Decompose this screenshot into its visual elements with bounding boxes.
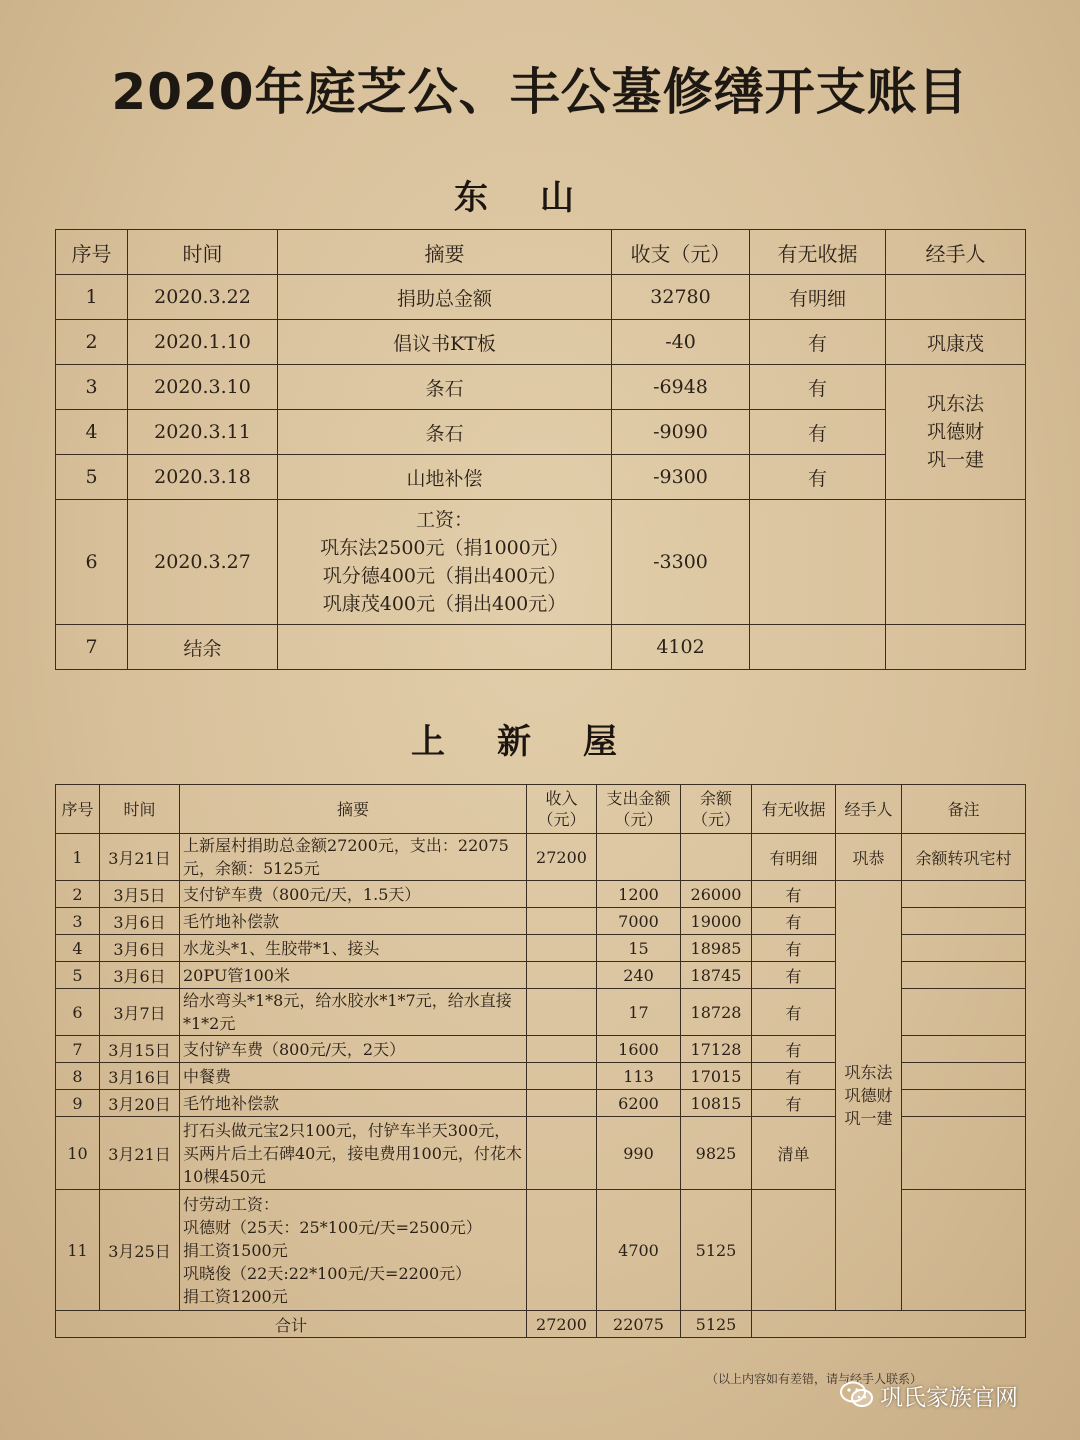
cell-amount: -3300 bbox=[612, 500, 750, 625]
summary-line: 巩东法2500元（捐1000元） bbox=[320, 537, 569, 559]
total-expense: 22075 bbox=[597, 1311, 681, 1338]
cell-no: 6 bbox=[56, 500, 128, 625]
total-empty bbox=[752, 1311, 1026, 1338]
cell-date: 3月21日 bbox=[100, 1117, 180, 1190]
cell-receipt: 有 bbox=[750, 410, 886, 455]
cell-handler bbox=[886, 500, 1026, 625]
cell-date: 2020.3.27 bbox=[128, 500, 278, 625]
cell-balance: 19000 bbox=[681, 908, 752, 935]
cell-receipt: 有 bbox=[752, 989, 836, 1036]
cell-income bbox=[527, 1063, 597, 1090]
cell-summary: 条石 bbox=[278, 410, 612, 455]
cell-receipt: 有 bbox=[752, 1036, 836, 1063]
handler-name: 巩东法 bbox=[926, 393, 984, 415]
cell-no: 1 bbox=[56, 834, 100, 881]
cell-no: 2 bbox=[56, 320, 128, 365]
cell-expense bbox=[597, 834, 681, 881]
cell-income bbox=[527, 935, 597, 962]
cell-income: 27200 bbox=[527, 834, 597, 881]
cell-date: 3月16日 bbox=[100, 1063, 180, 1090]
cell-summary: 支付铲车费（800元/天，1.5天） bbox=[180, 881, 527, 908]
cell-receipt: 有 bbox=[752, 962, 836, 989]
cell-expense: 7000 bbox=[597, 908, 681, 935]
cell-summary: 倡议书KT板 bbox=[278, 320, 612, 365]
cell-summary bbox=[180, 1190, 527, 1311]
cell-summary: 中餐费 bbox=[180, 1063, 527, 1090]
cell-balance: 18745 bbox=[681, 962, 752, 989]
table-row bbox=[56, 365, 1026, 410]
cell-no: 3 bbox=[56, 908, 100, 935]
cell-balance bbox=[681, 834, 752, 881]
handler-name: 巩德财 bbox=[926, 421, 984, 443]
cell-income bbox=[527, 962, 597, 989]
table-row bbox=[56, 500, 1026, 625]
header-line: （元） bbox=[691, 810, 740, 829]
col-header-summary: 摘要 bbox=[180, 785, 527, 834]
cell-handler-merged bbox=[836, 881, 902, 1311]
watermark bbox=[840, 1378, 1018, 1412]
cell-summary bbox=[278, 500, 612, 625]
cell-receipt: 清单 bbox=[752, 1117, 836, 1190]
cell-balance: 10815 bbox=[681, 1090, 752, 1117]
cell-expense: 1200 bbox=[597, 881, 681, 908]
cell-no: 10 bbox=[56, 1117, 100, 1190]
cell-summary: 毛竹地补偿款 bbox=[180, 1090, 527, 1117]
cell-receipt: 有 bbox=[752, 881, 836, 908]
summary-line: 巩德财（25天：25*100元/天=2500元） bbox=[183, 1217, 482, 1237]
cell-receipt: 有明细 bbox=[750, 275, 886, 320]
cell-handler bbox=[886, 625, 1026, 670]
cell-summary bbox=[278, 625, 612, 670]
cell-note bbox=[902, 1063, 1026, 1090]
col-header-expense bbox=[597, 785, 681, 834]
cell-note bbox=[902, 1117, 1026, 1190]
total-label: 合计 bbox=[56, 1311, 527, 1338]
summary-line: 巩分德400元（捐出400元） bbox=[322, 565, 567, 587]
cell-expense: 15 bbox=[597, 935, 681, 962]
cell-date: 3月20日 bbox=[100, 1090, 180, 1117]
cell-expense: 17 bbox=[597, 989, 681, 1036]
total-income: 27200 bbox=[527, 1311, 597, 1338]
cell-expense: 4700 bbox=[597, 1190, 681, 1311]
cell-no: 7 bbox=[56, 625, 128, 670]
cell-income bbox=[527, 989, 597, 1036]
cell-receipt: 有 bbox=[752, 1063, 836, 1090]
cell-date: 2020.3.10 bbox=[128, 365, 278, 410]
cell-date: 2020.1.10 bbox=[128, 320, 278, 365]
summary-line: 巩康茂400元（捐出400元） bbox=[322, 593, 567, 615]
table-row bbox=[56, 455, 1026, 500]
cell-handler bbox=[902, 1190, 1026, 1311]
cell-no: 5 bbox=[56, 455, 128, 500]
cell-no: 9 bbox=[56, 1090, 100, 1117]
summary-line: 捐工资1200元 bbox=[183, 1286, 288, 1306]
summary-line: 巩晓俊（22天:22*100元/天=2200元） bbox=[183, 1263, 472, 1283]
cell-date: 结余 bbox=[128, 625, 278, 670]
cell-amount: -9300 bbox=[612, 455, 750, 500]
section-heading-dongshan: 东山 bbox=[454, 178, 626, 218]
cell-summary: 支付铲车费（800元/天，2天） bbox=[180, 1036, 527, 1063]
cell-balance: 5125 bbox=[681, 1190, 752, 1311]
col-header-amount: 收支（元） bbox=[612, 230, 750, 275]
cell-receipt: 有 bbox=[752, 935, 836, 962]
cell-receipt: 有 bbox=[752, 908, 836, 935]
cell-amount: 4102 bbox=[612, 625, 750, 670]
cell-date: 3月21日 bbox=[100, 834, 180, 881]
cell-note bbox=[902, 962, 1026, 989]
col-header-handler: 经手人 bbox=[886, 230, 1026, 275]
handler-name: 巩德财 bbox=[844, 1086, 893, 1105]
cell-expense: 113 bbox=[597, 1063, 681, 1090]
cell-date: 3月15日 bbox=[100, 1036, 180, 1063]
cell-date: 3月7日 bbox=[100, 989, 180, 1036]
col-header-date: 时间 bbox=[128, 230, 278, 275]
cell-receipt: 有明细 bbox=[752, 834, 836, 881]
cell-note bbox=[902, 989, 1026, 1036]
col-header-no: 序号 bbox=[56, 230, 128, 275]
cell-amount: -9090 bbox=[612, 410, 750, 455]
table-header-row bbox=[56, 785, 1026, 834]
cell-receipt: 有 bbox=[750, 320, 886, 365]
cell-summary: 上新屋村捐助总金额27200元，支出：22075元，余额：5125元 bbox=[180, 834, 527, 881]
col-header-time: 时间 bbox=[100, 785, 180, 834]
cell-receipt bbox=[750, 625, 886, 670]
col-header-balance bbox=[681, 785, 752, 834]
header-line: 支出金额 bbox=[606, 789, 671, 808]
cell-no: 8 bbox=[56, 1063, 100, 1090]
cell-date: 3月6日 bbox=[100, 908, 180, 935]
summary-line: 工资： bbox=[415, 509, 473, 531]
cell-balance: 17128 bbox=[681, 1036, 752, 1063]
table-row bbox=[56, 625, 1026, 670]
section-heading-shangxinwu: 上新屋 bbox=[411, 722, 669, 762]
header-line: 余额 bbox=[699, 789, 732, 808]
handler-name: 巩一建 bbox=[926, 449, 984, 471]
cell-handler-merged bbox=[886, 365, 1026, 500]
cell-balance: 17015 bbox=[681, 1063, 752, 1090]
cell-no: 11 bbox=[56, 1190, 100, 1311]
table-row bbox=[56, 275, 1026, 320]
wechat-icon bbox=[840, 1381, 874, 1409]
cell-summary: 水龙头*1、生胶带*1、接头 bbox=[180, 935, 527, 962]
handler-name: 巩东法 bbox=[844, 1063, 893, 1082]
cell-no: 4 bbox=[56, 410, 128, 455]
cell-date: 2020.3.22 bbox=[128, 275, 278, 320]
table-row bbox=[56, 834, 1026, 881]
cell-no: 2 bbox=[56, 881, 100, 908]
col-header-receipt: 有无收据 bbox=[752, 785, 836, 834]
cell-note: 余额转巩宅村 bbox=[902, 834, 1026, 881]
cell-date: 3月6日 bbox=[100, 962, 180, 989]
cell-note bbox=[902, 881, 1026, 908]
page-title: 2020年庭芝公、丰公墓修缮开支账目 bbox=[111, 63, 969, 121]
cell-receipt: 有 bbox=[750, 365, 886, 410]
cell-date: 2020.3.11 bbox=[128, 410, 278, 455]
cell-note bbox=[902, 908, 1026, 935]
cell-balance: 18985 bbox=[681, 935, 752, 962]
table-row bbox=[56, 410, 1026, 455]
cell-no: 1 bbox=[56, 275, 128, 320]
cell-no: 7 bbox=[56, 1036, 100, 1063]
total-balance: 5125 bbox=[681, 1311, 752, 1338]
cell-no: 4 bbox=[56, 935, 100, 962]
cell-date: 3月5日 bbox=[100, 881, 180, 908]
col-header-summary: 摘要 bbox=[278, 230, 612, 275]
handler-name: 巩一建 bbox=[844, 1109, 893, 1128]
cell-note bbox=[902, 1036, 1026, 1063]
cell-summary: 毛竹地补偿款 bbox=[180, 908, 527, 935]
cell-receipt bbox=[752, 1190, 836, 1311]
cell-income bbox=[527, 1036, 597, 1063]
col-header-no: 序号 bbox=[56, 785, 100, 834]
cell-income bbox=[527, 1090, 597, 1117]
shangxinwu-table bbox=[55, 784, 1026, 1338]
cell-handler bbox=[886, 275, 1026, 320]
table-header-row bbox=[56, 230, 1026, 275]
header-line: 收入 bbox=[545, 789, 578, 808]
cell-income bbox=[527, 1117, 597, 1190]
cell-date: 2020.3.18 bbox=[128, 455, 278, 500]
cell-income bbox=[527, 908, 597, 935]
cell-amount: -40 bbox=[612, 320, 750, 365]
cell-no: 5 bbox=[56, 962, 100, 989]
cell-handler: 巩恭 bbox=[836, 834, 902, 881]
cell-expense: 6200 bbox=[597, 1090, 681, 1117]
cell-note bbox=[902, 1090, 1026, 1117]
cell-date: 3月6日 bbox=[100, 935, 180, 962]
footnote: （以上内容如有差错，请与经手人联系） bbox=[706, 1372, 923, 1386]
dongshan-table bbox=[55, 229, 1026, 670]
cell-balance: 9825 bbox=[681, 1117, 752, 1190]
cell-receipt bbox=[750, 500, 886, 625]
cell-expense: 990 bbox=[597, 1117, 681, 1190]
col-header-income bbox=[527, 785, 597, 834]
summary-line: 捐工资1500元 bbox=[183, 1240, 288, 1260]
table-row bbox=[56, 881, 1026, 908]
cell-amount: -6948 bbox=[612, 365, 750, 410]
cell-summary: 打石头做元宝2只100元，付铲车半天300元，买两片后土石碑40元，接电费用100元，付花木10棵450元 bbox=[180, 1117, 527, 1190]
cell-receipt: 有 bbox=[752, 1090, 836, 1117]
cell-handler: 巩康茂 bbox=[886, 320, 1026, 365]
total-row bbox=[56, 1311, 1026, 1338]
cell-summary: 给水弯头*1*8元，给水胶水*1*7元，给水直接*1*2元 bbox=[180, 989, 527, 1036]
cell-summary: 条石 bbox=[278, 365, 612, 410]
header-line: （元） bbox=[614, 810, 663, 829]
cell-income bbox=[527, 1190, 597, 1311]
cell-summary: 20PU管100米 bbox=[180, 962, 527, 989]
cell-no: 3 bbox=[56, 365, 128, 410]
header-line: （元） bbox=[537, 810, 586, 829]
cell-summary: 山地补偿 bbox=[278, 455, 612, 500]
cell-expense: 240 bbox=[597, 962, 681, 989]
col-header-receipt: 有无收据 bbox=[750, 230, 886, 275]
cell-income bbox=[527, 881, 597, 908]
cell-amount: 32780 bbox=[612, 275, 750, 320]
cell-summary: 捐助总金额 bbox=[278, 275, 612, 320]
cell-balance: 18728 bbox=[681, 989, 752, 1036]
watermark-text: 巩氏家族官网 bbox=[880, 1384, 1018, 1411]
cell-balance: 26000 bbox=[681, 881, 752, 908]
col-header-note: 备注 bbox=[902, 785, 1026, 834]
cell-note bbox=[902, 935, 1026, 962]
cell-no: 6 bbox=[56, 989, 100, 1036]
cell-receipt: 有 bbox=[750, 455, 886, 500]
cell-expense: 1600 bbox=[597, 1036, 681, 1063]
table-row bbox=[56, 320, 1026, 365]
summary-line: 付劳动工资： bbox=[183, 1194, 280, 1214]
col-header-handler: 经手人 bbox=[836, 785, 902, 834]
cell-date: 3月25日 bbox=[100, 1190, 180, 1311]
